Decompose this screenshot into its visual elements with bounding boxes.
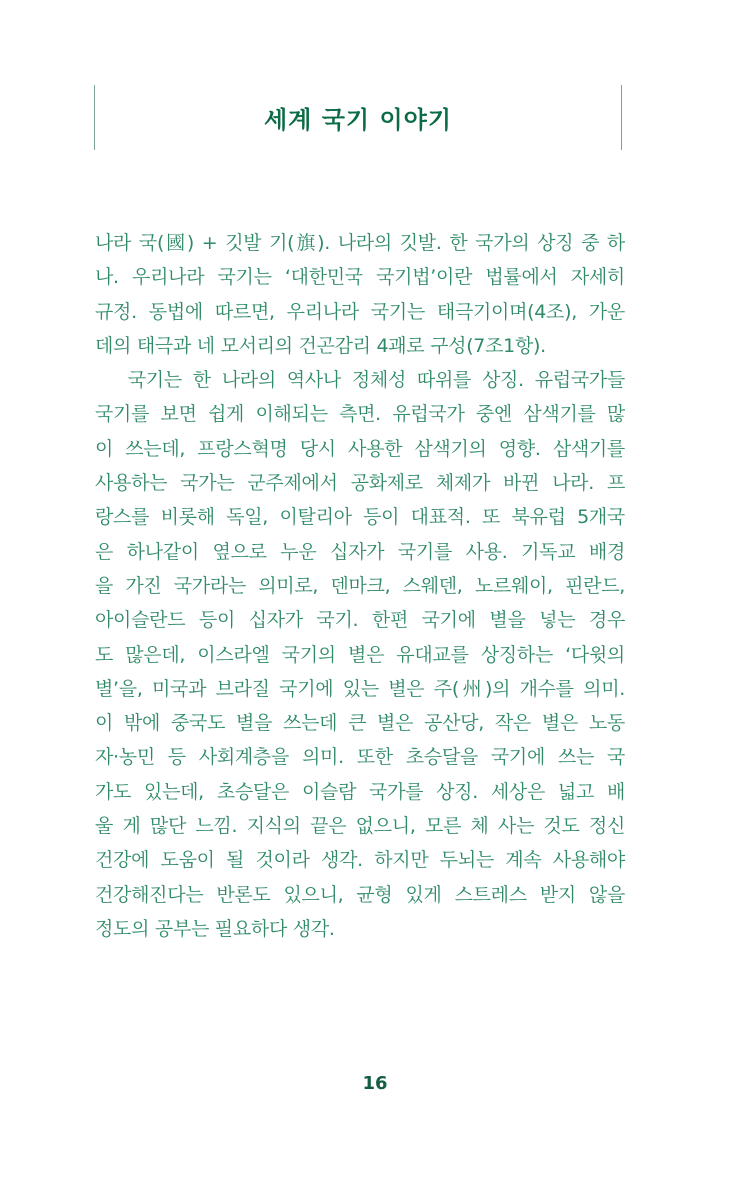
page-number: 16 [362, 1073, 388, 1094]
body-line: 규정. 동법에 따르면, 우리나라 국기는 태극기이며(4조), 가운 [95, 300, 625, 323]
body-line: 건강에 도움이 될 것이라 생각. 하지만 두뇌는 계속 사용해야 [95, 849, 625, 872]
body-line: 정도의 공부는 필요하다 생각. [95, 917, 335, 940]
body-line: 은 하나같이 옆으로 누운 십자가 국기를 사용. 기독교 배경 [95, 540, 625, 563]
body-line: 랑스를 비롯해 독일, 이탈리아 등이 대표적. 또 북유럽 5개국 [95, 506, 625, 529]
body-line: 별’을, 미국과 브라질 국기에 있는 별은 주(州)의 개수를 의미. [95, 677, 625, 700]
body-line: 도 많은데, 이스라엘 국기의 별은 유대교를 상징하는 ‘다윗의 [95, 643, 625, 666]
body-line: 이 밖에 중국도 별을 쓰는데 큰 별은 공산당, 작은 별은 노동 [95, 712, 625, 735]
body-line: 나라 국(國) + 깃발 기(旗). 나라의 깃발. 한 국가의 상징 중 하 [95, 232, 625, 254]
body-line: 아이슬란드 등이 십자가 국기. 한편 국기에 별을 넣는 경우 [95, 609, 625, 632]
body-line: 울 게 많단 느낌. 지식의 끝은 없으니, 모른 체 사는 것도 정신 [95, 815, 625, 838]
body-text [95, 226, 625, 946]
title-frame [94, 85, 622, 150]
body-line: 사용하는 국가는 군주제에서 공화제로 체제가 바뀐 나라. 프 [95, 472, 625, 495]
body-line: 국기를 보면 쉽게 이해되는 측면. 유럽국가 중엔 삼색기를 많 [95, 403, 625, 426]
body-line: 자·농민 등 사회계층을 의미. 또한 초승달을 국기에 쓰는 국 [95, 746, 625, 769]
page-title: 세계 국기 이야기 [264, 106, 452, 134]
body-line: 데의 태극과 네 모서리의 건곤감리 4괘로 구성(7조1항). [95, 334, 546, 357]
body-line: 을 가진 국가라는 의미로, 덴마크, 스웨덴, 노르웨이, 핀란드, [95, 574, 625, 597]
body-line: 건강해진다는 반론도 있으니, 균형 있게 스트레스 받지 않을 [95, 883, 625, 906]
body-line: 나. 우리나라 국기는 ‘대한민국 국기법’이란 법률에서 자세히 [95, 266, 625, 289]
body-line: 가도 있는데, 초승달은 이슬람 국가를 상징. 세상은 넓고 배 [95, 780, 625, 803]
body-line: 국기는 한 나라의 역사나 정체성 따위를 상징. 유럽국가들 [95, 369, 625, 392]
body-line: 이 쓰는데, 프랑스혁명 당시 사용한 삼색기의 영향. 삼색기를 [95, 437, 625, 460]
